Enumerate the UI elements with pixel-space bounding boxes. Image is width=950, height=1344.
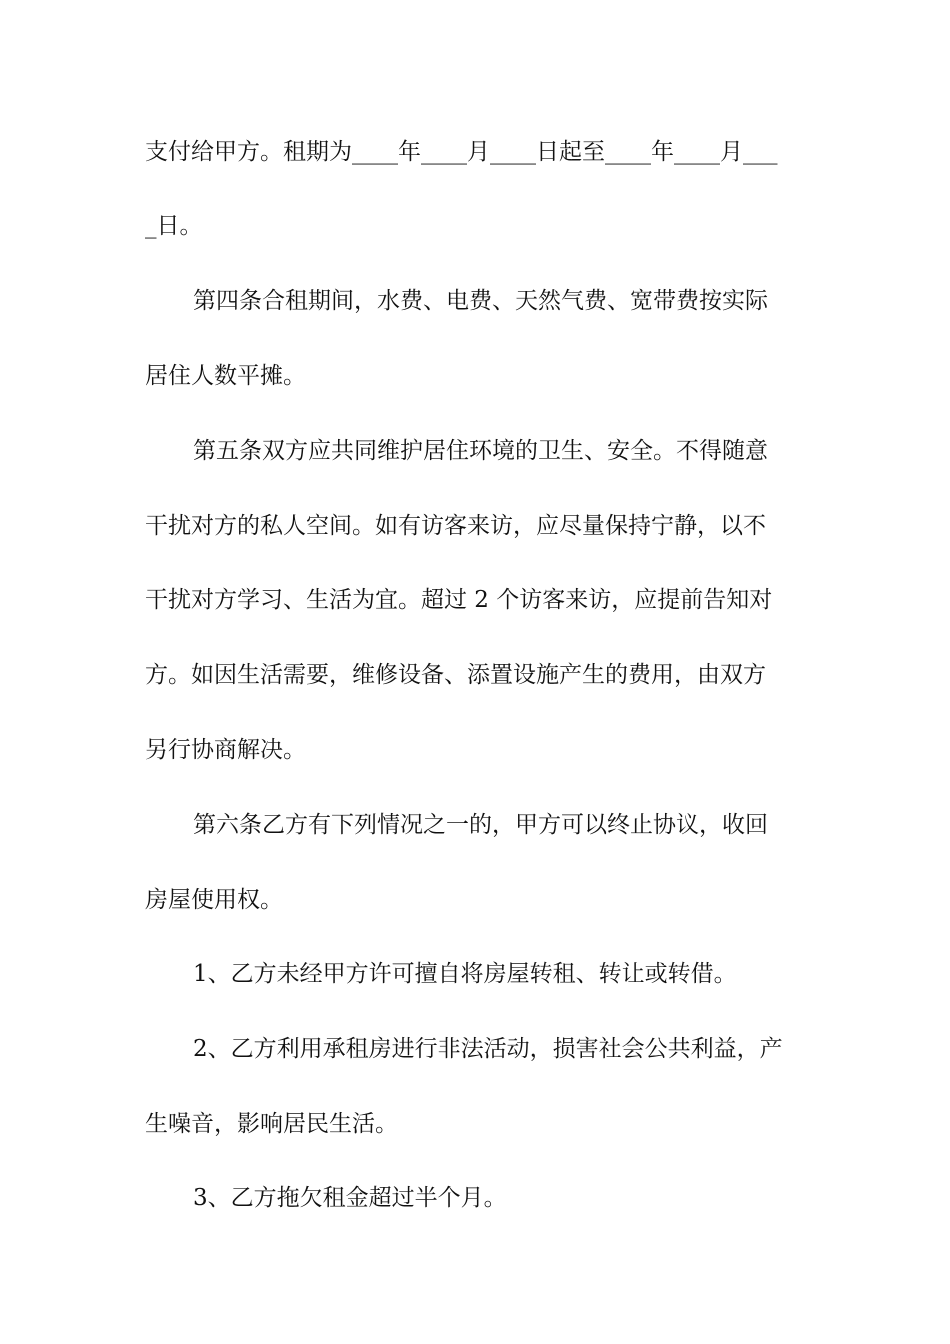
text-line: _日。 [145,213,203,239]
text-line: 居住人数平摊。 [145,363,306,389]
paragraph-start: 第六条乙方有下列情况之一的，甲方可以终止协议，收回 [193,812,768,838]
text-line: 房屋使用权。 [145,887,283,913]
paragraph-start: 第五条双方应共同维护居住环境的卫生、安全。不得随意 [193,438,768,464]
list-item: 2、乙方利用承租房进行非法活动，损害社会公共利益，产 [193,1036,783,1062]
text-line: 干扰对方学习、生活为宜。超过 2 个访客来访，应提前告知对 [145,587,773,613]
text-line: 另行协商解决。 [145,737,306,763]
text-line: 干扰对方的私人空间。如有访客来访，应尽量保持宁静，以不 [145,513,766,539]
list-item: 1、乙方未经甲方许可擅自将房屋转租、转让或转借。 [193,961,737,987]
list-item: 3、乙方拖欠租金超过半个月。 [193,1185,507,1211]
text-line: 生噪音，影响居民生活。 [145,1111,398,1137]
text-line: 方。如因生活需要，维修设备、添置设施产生的费用，由双方 [145,662,766,688]
paragraph-start: 第四条合租期间，水费、电费、天然气费、宽带费按实际 [193,288,768,314]
text-line: 支付给甲方。租期为____年____月____日起至____年____月___ [145,139,778,165]
